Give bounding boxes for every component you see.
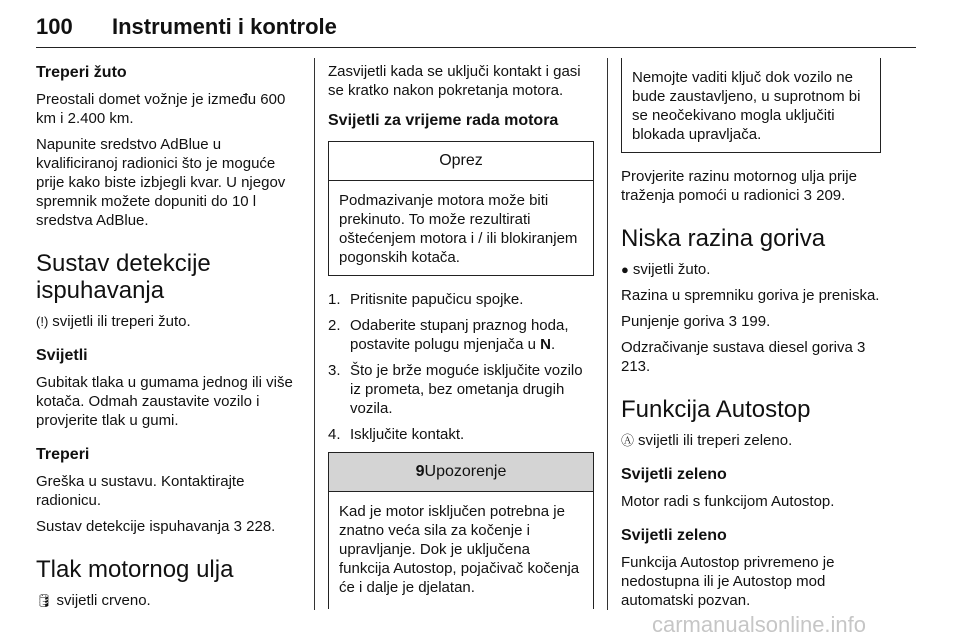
warning-body (329, 492, 593, 609)
tpms-status-text: svijetli ili treperi žuto. (52, 313, 191, 330)
column-1 (36, 62, 300, 617)
caution-title: Oprez (329, 142, 593, 181)
page-header (36, 14, 916, 48)
list-item: 1. Pritisnite papučicu spojke. (328, 291, 524, 308)
paragraph-green-1: Motor radi s funkcijom Autostop. (621, 493, 835, 510)
oil-status-text: svijetli crveno. (56, 592, 151, 609)
paragraph-refuel-ref: Punjenje goriva 3 199. (621, 313, 771, 330)
warning-header (329, 453, 593, 492)
fuel-status-text: svijetli žuto. (632, 261, 711, 278)
column-divider-2 (607, 58, 608, 610)
oil-can-icon: 🛢 (36, 593, 53, 608)
paragraph-bleed-ref: Odzračivanje sustava diesel goriva 3 213. (621, 339, 866, 375)
paragraph-oil-check: Provjerite razinu motornog ulja prije traženja pomoći u radionici 3 209. (621, 168, 857, 204)
list-item: 3. Što je brže moguće isključite vozilo iz prometa, bez ometanja drugih vozila. (328, 362, 583, 417)
gear-neutral: N (540, 336, 551, 353)
paragraph-adblue: Napunite sredstvo AdBlue u kvalificiranoj radionici što je moguće prije kako biste izbjegli kvar. U njegov spremnik možete dopuniti do 10 l sredstva AdBlue. (36, 136, 286, 229)
caution-box (328, 141, 594, 276)
heading-green-1: Svijetli zeleno (621, 466, 727, 483)
autostop-status (621, 431, 881, 450)
chapter-title: Instrumenti i kontrole (112, 14, 337, 39)
paragraph-green-2: Funkcija Autostop privremeno je nedostupna ili je Autostop mod automatski pozvan. (621, 554, 835, 609)
paragraph-tpms-ref: Sustav detekcije ispuhavanja 3 228. (36, 518, 276, 535)
fuel-indicator-icon: ● (621, 262, 629, 277)
heading-tpms: Sustav detekcije ispuhavanja (36, 250, 211, 304)
heading-low-fuel: Niska razina goriva (621, 225, 826, 252)
paragraph-lit: Gubitak tlaka u gumama jednog ili više kotača. Odmah zaustavite vozilo i provjerite tlak u gumi. (36, 374, 293, 429)
column-divider-1 (314, 58, 315, 610)
warning-triangle-icon: 9 (415, 463, 425, 480)
heading-flash-yellow: Treperi žuto (36, 64, 127, 81)
heading-lit: Svijetli (36, 347, 88, 364)
header-rule (36, 47, 916, 48)
autostop-status-text: svijetli ili treperi zeleno. (638, 432, 793, 449)
warning-title: Upozorenje (424, 463, 507, 480)
paragraph-flash: Greška u sustavu. Kontaktirajte radionicu. (36, 473, 245, 509)
column-2 (328, 62, 594, 609)
tire-pressure-icon: (!) (36, 314, 49, 329)
paragraph-fuel-low: Razina u spremniku goriva je preniska. (621, 287, 880, 304)
fuel-status (621, 260, 881, 279)
oil-status (36, 591, 300, 610)
heading-lit-running: Svijetli za vrijeme rada motora (328, 112, 559, 129)
heading-green-2: Svijetli zeleno (621, 527, 727, 544)
tpms-status (36, 312, 300, 331)
list-item: 4. Isključite kontakt. (328, 426, 465, 443)
heading-oil-pressure: Tlak motornog ulja (36, 556, 234, 583)
warning-text: Kad je motor isključen potrebna je znatno veća sila za kočenje i upravljanje. Dok je uključena funkcija Autostop, pojačivač kočenja će i dalje je djelatan. (339, 503, 580, 596)
steps-list (328, 290, 594, 444)
watermark: carmanualsonline.info (652, 612, 867, 637)
warning-continued-text: Nemojte vaditi ključ dok vozilo ne bude zaustavljeno, u suprotnom bi se neočekivano mogla uključiti blokada upravljača. (632, 69, 861, 143)
heading-flash: Treperi (36, 446, 90, 463)
paragraph-range: Preostali domet vožnje je između 600 km i 2.400 km. (36, 91, 286, 127)
paragraph-oil-light: Zasvijetli kada se uključi kontakt i gasi se kratko nakon pokretanja motora. (328, 63, 581, 99)
warning-box-continued (621, 58, 881, 153)
warning-continued-body (622, 58, 880, 152)
warning-box (328, 452, 594, 609)
autostop-icon: Ⓐ (621, 433, 635, 448)
heading-autostop: Funkcija Autostop (621, 396, 811, 423)
column-3 (621, 62, 881, 617)
page-number: 100 (36, 14, 73, 39)
list-item: 2. Odaberite stupanj praznog hoda, postavite polugu mjenjača u N. (328, 317, 569, 353)
caution-text: Podmazivanje motora može biti prekinuto. To može rezultirati oštećenjem motora i / ili blokiranjem pogonskih kotača. (339, 192, 578, 266)
caution-body (329, 181, 593, 275)
